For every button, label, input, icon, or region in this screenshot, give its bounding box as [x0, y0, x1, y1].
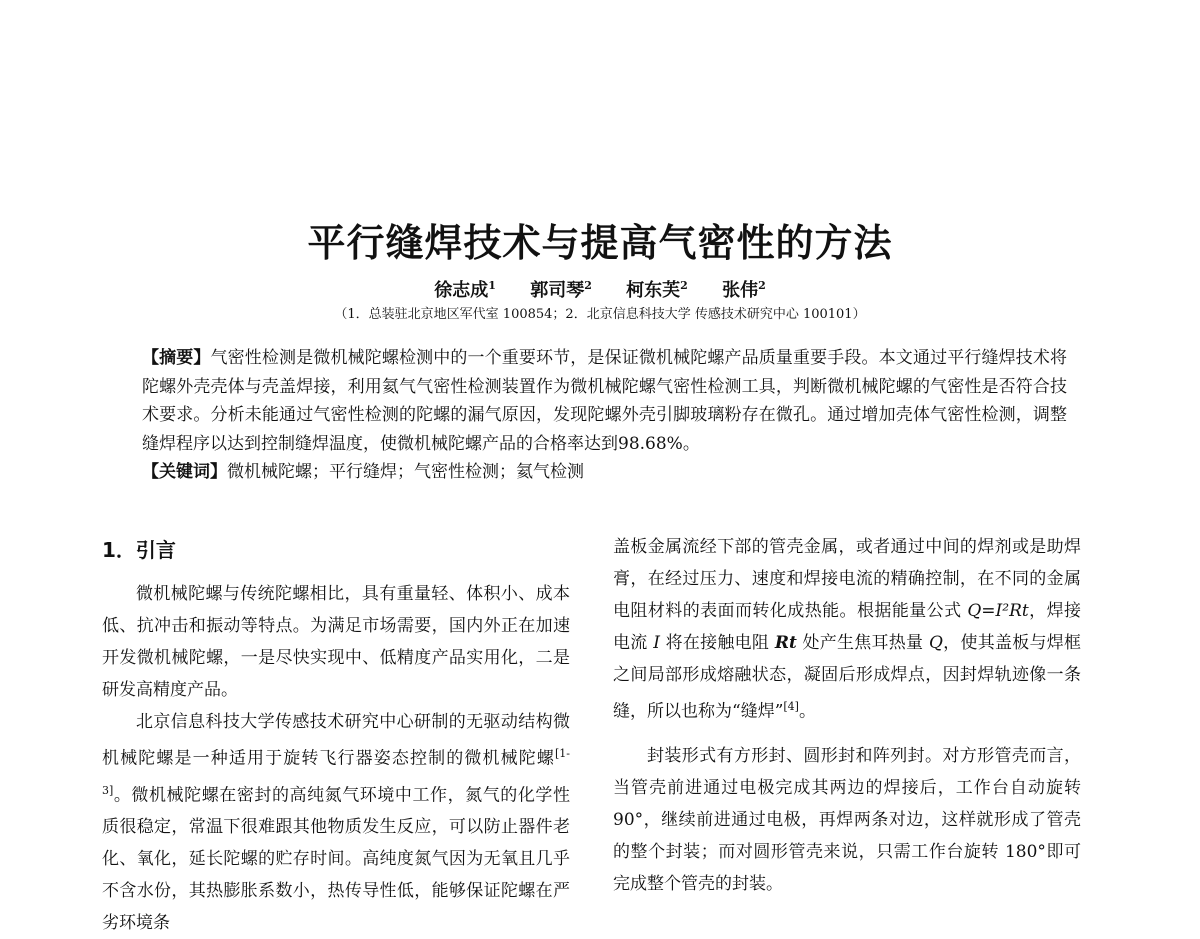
paragraph	[613, 531, 1081, 728]
keywords	[142, 458, 1067, 487]
author-list	[0, 271, 1200, 306]
variable: Rt	[774, 633, 797, 653]
paragraph-text: 将在接触电阻	[659, 633, 775, 653]
paragraph-text: ，焊接电流	[613, 601, 1081, 653]
citation-ref[interactable]: [1-3]	[102, 747, 570, 797]
author-affil-mark: 2	[758, 279, 766, 292]
abstract-label: 【摘要】	[142, 348, 211, 368]
paper-title: 平行缝焊技术与提高气密性的方法	[307, 221, 893, 265]
author-name-text: 张伟	[722, 280, 759, 301]
author-name-text: 徐志成	[434, 280, 489, 301]
variable: Q	[928, 633, 943, 653]
author-name-text: 郭司琴	[530, 280, 585, 301]
paragraph: 封装形式有方形封、圆形封和阵列封。对方形管壳而言，当管壳前进通过电极完成其两边的焊接后，工作台自动旋转 90°，继续前进通过电极，再焊两条对边，这样就形成了管壳的整个封装；而对圆形管壳来说，只需工作台旋转 180°即可完成整个管壳的封装。	[613, 745, 1081, 894]
paragraph-text: 。	[798, 701, 816, 722]
keywords-text: 微机械陀螺；平行缝焊；气密性检测；氦气检测	[227, 462, 584, 483]
left-column	[102, 534, 570, 939]
author-name	[434, 280, 496, 301]
author-name	[530, 280, 592, 301]
author-name	[626, 280, 688, 301]
paragraph: 微机械陀螺与传统陀螺相比，具有重量轻、体积小、成本低、抗冲击和振动等特点。为满足市场需要，国内外正在加速开发微机械陀螺，一是尽快实现中、低精度产品实用化，二是研发高精度产品。	[102, 584, 570, 700]
paragraph-text: ，使其盖板与焊框之间局部形成熔融状态，凝固后形成焊点，因封焊轨迹像一条缝，所以也称为“缝焊”	[613, 633, 1082, 722]
paragraph	[102, 706, 570, 939]
abstract-text: 气密性检测是微机械陀螺检测中的一个重要环节，是保证微机械陀螺产品质量重要手段。本文通过平行缝焊技术将陀螺外壳壳体与壳盖焊接，利用氦气气密性检测装置作为微机械陀螺气密性检测工具，判断微机械陀螺的气密性是否符合技术要求。分析未能通过气密性检测的陀螺的漏气原因，发现陀螺外壳引脚玻璃粉存在微孔。通过增加壳体气密性检测，调整缝焊程序以达到控制缝焊温度，使微机械陀螺产品的合格率达到98.68%。	[142, 348, 1068, 454]
author-name-text: 柯东芙	[626, 280, 681, 301]
formula: Q=I²Rt	[967, 601, 1029, 621]
author-affil-mark: 2	[584, 279, 592, 292]
keywords-label: 【关键词】	[142, 462, 227, 483]
paragraph-text: 处产生焦耳热量	[796, 633, 929, 653]
section-heading: 1．引言	[102, 538, 176, 562]
author-name	[722, 280, 766, 301]
variable: I	[653, 633, 660, 653]
paragraph-text: 北京信息科技大学传感技术研究中心研制的无驱动结构微机械陀螺是一种适用于旋转飞行器姿态控制的微机械陀螺	[102, 712, 570, 769]
author-affil-mark: 2	[680, 279, 688, 292]
abstract	[142, 344, 1067, 458]
paragraph-text: 盖板金属流经下部的管壳金属，或者通过中间的焊剂或是助焊膏，在经过压力、速度和焊接电流的精确控制，在不同的金属电阻材料的表面而转化成热能。根据能量公式	[613, 537, 1081, 621]
affiliation: （1．总装驻北京地区军代室 100854；2．北京信息科技大学 传感技术研究中心 100101）	[334, 307, 866, 322]
right-column	[613, 531, 1081, 900]
author-affil-mark: 1	[488, 279, 496, 292]
paragraph-text: 。微机械陀螺在密封的高纯氮气环境中工作，氮气的化学性质很稳定，常温下很难跟其他物质发生反应，可以防止器件老化、氧化，延长陀螺的贮存时间。高纯度氮气因为无氧且几乎不含水份，其热膨胀系数小，热传导性低，能够保证陀螺在严劣环境条	[102, 785, 570, 934]
abstract-block	[142, 344, 1067, 487]
citation-ref[interactable]: [4]	[783, 700, 799, 713]
